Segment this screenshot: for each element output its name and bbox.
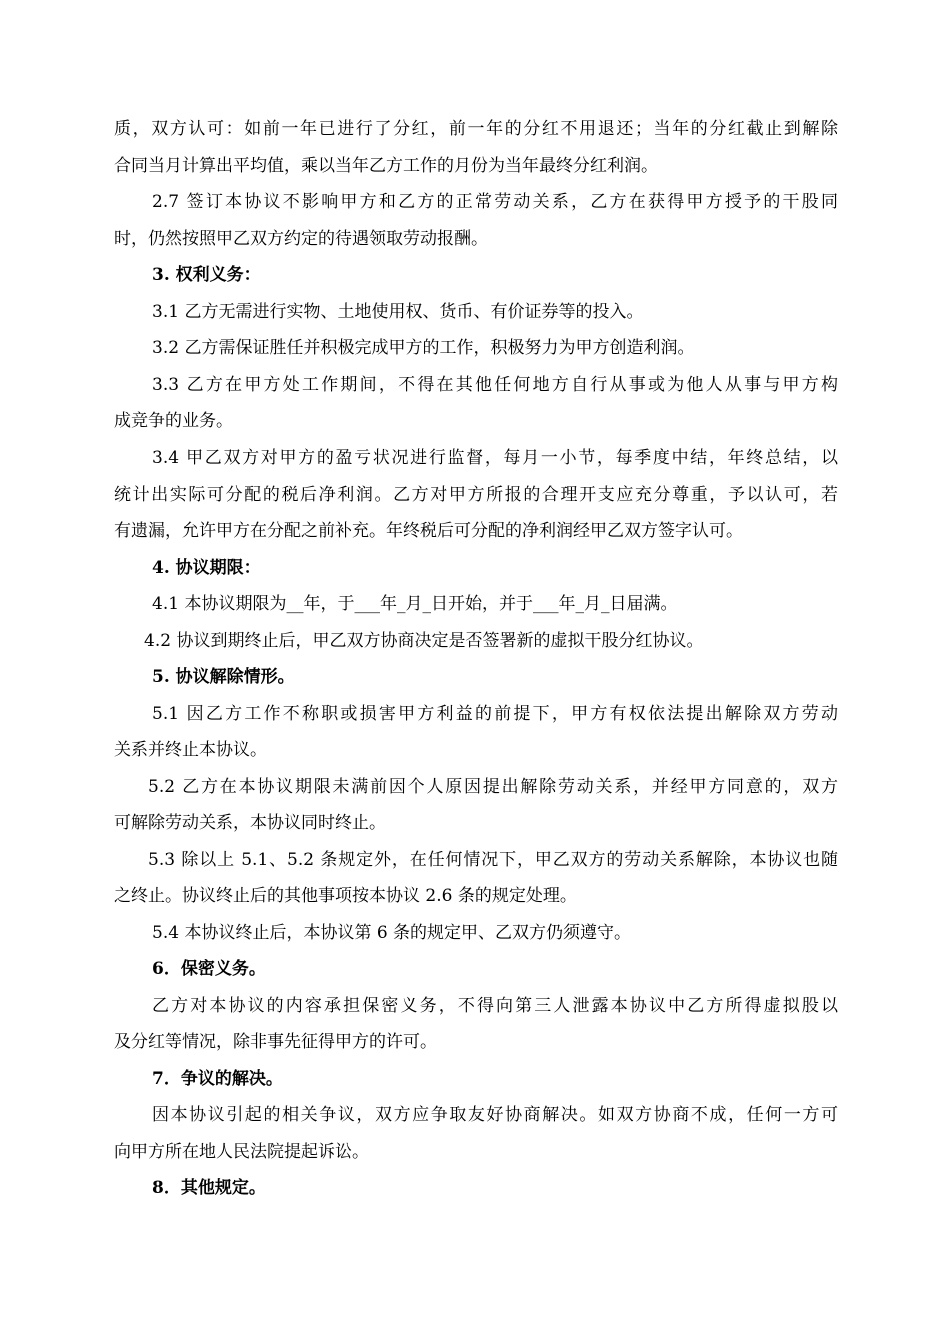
paragraph-line: 可解除劳动关系，本协议同时终止。 xyxy=(114,813,386,833)
section-heading-6: 6．保密义务。 xyxy=(152,959,266,979)
paragraph-line: 向甲方所在地人民法院提起诉讼。 xyxy=(114,1142,369,1162)
paragraph-line: 乙方对本协议的内容承担保密义务，不得向第三人泄露本协议中乙方所得虚拟股以 xyxy=(152,996,838,1016)
paragraph-line: 时，仍然按照甲乙双方约定的待遇领取劳动报酬。 xyxy=(114,229,488,249)
section-heading-7: 7．争议的解决。 xyxy=(152,1069,283,1089)
section-heading-8: 8．其他规定。 xyxy=(152,1178,266,1198)
paragraph-line: 质，双方认可：如前一年已进行了分红，前一年的分红不用退还；当年的分红截止到解除 xyxy=(114,119,838,139)
clause-5-2: 5.2 乙方在本协议期限未满前因个人原因提出解除劳动关系，并经甲方同意的，双方 xyxy=(148,777,838,797)
paragraph-line: 有遗漏，允许甲方在分配之前补充。年终税后可分配的净利润经甲乙双方签字认可。 xyxy=(114,521,743,541)
clause-3-3: 3.3 乙方在甲方处工作期间，不得在其他任何地方自行从事或为他人从事与甲方构 xyxy=(152,375,838,395)
clause-4-2: 4.2 协议到期终止后，甲乙双方协商决定是否签署新的虚拟干股分红协议。 xyxy=(144,631,704,651)
paragraph-line: 统计出实际可分配的税后净利润。乙方对甲方所报的合理开支应充分尊重，予以认可，若 xyxy=(114,485,838,505)
paragraph-line: 关系并终止本协议。 xyxy=(114,740,267,760)
clause-4-1: 4.1 本协议期限为__年，于___年_月_日开始，并于___年_月_日届满。 xyxy=(152,594,678,614)
clause-2-7: 2.7 签订本协议不影响甲方和乙方的正常劳动关系，乙方在获得甲方授予的干股同 xyxy=(152,192,838,212)
section-heading-3: 3. 权利义务： xyxy=(152,265,261,285)
paragraph-line: 因本协议引起的相关争议，双方应争取友好协商解决。如双方协商不成，任何一方可 xyxy=(152,1105,838,1125)
paragraph-line: 合同当月计算出平均值，乘以当年乙方工作的月份为当年最终分红利润。 xyxy=(114,156,658,176)
section-heading-4: 4. 协议期限： xyxy=(152,558,261,578)
section-heading-5: 5. 协议解除情形。 xyxy=(152,667,295,687)
clause-5-4: 5.4 本协议终止后，本协议第 6 条的规定甲、乙双方仍须遵守。 xyxy=(152,923,632,943)
paragraph-line: 之终止。协议终止后的其他事项按本协议 2.6 条的规定处理。 xyxy=(114,886,577,906)
clause-3-1: 3.1 乙方无需进行实物、土地使用权、货币、有价证券等的投入。 xyxy=(152,302,644,322)
clause-5-3: 5.3 除以上 5.1、5.2 条规定外，在任何情况下，甲乙双方的劳动关系解除，本协议也随 xyxy=(148,850,838,870)
paragraph-line: 及分红等情况，除非事先征得甲方的许可。 xyxy=(114,1032,437,1052)
paragraph-line: 成竞争的业务。 xyxy=(114,411,233,431)
clause-3-2: 3.2 乙方需保证胜任并积极完成甲方的工作，积极努力为甲方创造利润。 xyxy=(152,338,695,358)
clause-3-4: 3.4 甲乙双方对甲方的盈亏状况进行监督，每月一小节，每季度中结，年终总结，以 xyxy=(152,448,838,468)
clause-5-1: 5.1 因乙方工作不称职或损害甲方利益的前提下，甲方有权依法提出解除双方劳动 xyxy=(152,704,838,724)
